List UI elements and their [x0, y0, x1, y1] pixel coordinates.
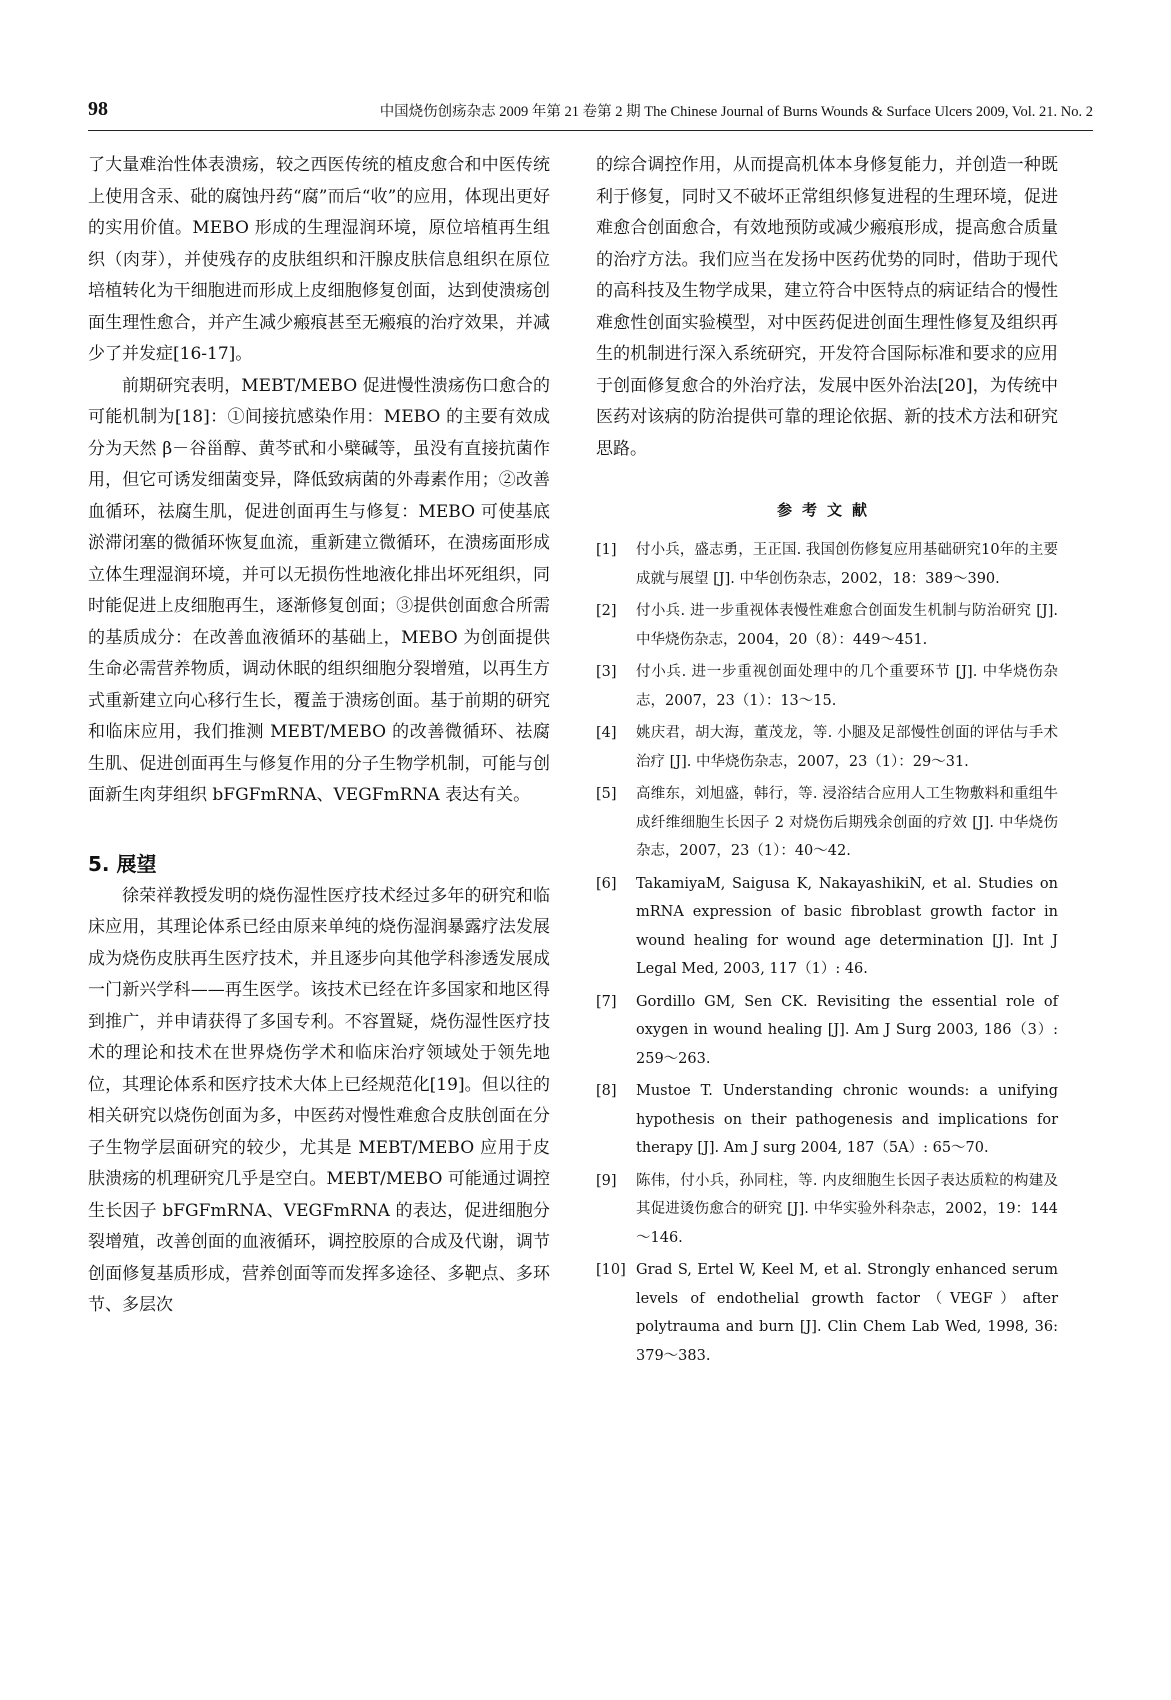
reference-item — [596, 780, 1058, 866]
reference-number: [8] — [596, 1083, 617, 1099]
reference-item — [596, 597, 1058, 654]
header-rule — [88, 130, 1093, 131]
reference-text: 陈伟，付小兵，孙同柱，等. 内皮细胞生长因子表达质粒的构建及其促进烫伤愈合的研究 [J]. 中华实验外科杂志，2002，19：144～146. — [636, 1172, 1058, 1246]
left-column — [88, 150, 550, 1322]
reference-text: 付小兵. 进一步重视创面处理中的几个重要环节 [J]. 中华烧伤杂志，2007，23（1）：13～15. — [636, 664, 1058, 709]
body-paragraph: 了大量难治性体表溃疡，较之西医传统的植皮愈合和中医传统上使用含汞、砒的腐蚀丹药“腐”而后“收”的应用，体现出更好的实用价值。MEBO 形成的生理湿润环境，原位培植再生组织（肉芽），并使残存的皮肤组织和汗腺皮肤信息组织在原位培植转化为干细胞进而形成上皮细胞修复创面，达到使溃疡创面生理性愈合，并产生减少瘢痕甚至无瘢痕的治疗效果，并减少了并发症[16-17]。 — [88, 155, 550, 364]
reference-number: [7] — [596, 993, 617, 1010]
reference-number: [9] — [596, 1172, 617, 1189]
reference-number: [10] — [596, 1262, 626, 1278]
body-paragraph: 徐荣祥教授发明的烧伤湿性医疗技术经过多年的研究和临床应用，其理论体系已经由原来单纯的烧伤湿润暴露疗法发展成为烧伤皮肤再生医疗技术，并且逐步向其他学科渗透发展成一门新兴学科——再生医学。该技术已经在许多国家和地区得到推广，并申请获得了多国专利。不容置疑，烧伤湿性医疗技术的理论和技术在世界烧伤学术和临床治疗领域处于领先地位，其理论体系和医疗技术大体上已经规范化[19]。但以往的相关研究以烧伤创面为多，中医药对慢性难愈合皮肤创面在分子生物学层面研究的较少，尤其是 MEBT/MEBO 应用于皮肤溃疡的机理研究几乎是空白。MEBT/MEBO 可能通过调控生长因子 bFGFmRNA、VEGFmRNA 的表达，促进细胞分裂增殖，改善创面的血液循环，调控胶原的合成及代谢，调节创面修复基质形成，营养创面等而发挥多途径、多靶点、多环节、多层次 — [88, 885, 550, 1315]
page-number: 98 — [88, 98, 108, 120]
running-title: 中国烧伤创疡杂志 2009 年第 21 卷第 2 期 The Chinese Journal of Burns Wounds & Surface Ulcers 2009, Vol. 21. No. 2 — [379, 104, 1093, 120]
body-paragraph: 的综合调控作用，从而提高机体本身修复能力，并创造一种既利于修复，同时又不破坏正常组织修复进程的生理环境，促进难愈合创面愈合，有效地预防或减少瘢痕形成，提高愈合质量的治疗方法。我们应当在发扬中医药优势的同时，借助于现代的高科技及生物学成果，建立符合中医特点的病证结合的慢性难愈性创面实验模型，对中医药促进创面生理性修复及组织再生的机制进行深入系统研究，开发符合国际标准和要求的应用于创面修复愈合的外治疗法，发展中医外治法[20]，为传统中医药对该病的防治提供可靠的理论依据、新的技术方法和研究思路。 — [596, 155, 1058, 459]
reference-text: Grad S, Ertel W, Keel M, et al. Strongly enhanced serum levels of endothelial growth factor（VEGF）after polytrauma and burn [J]. Clin Chem Lab Wed, 1998, 36: 379～383. — [636, 1262, 1058, 1364]
reference-item — [596, 536, 1058, 593]
reference-text: Mustoe T. Understanding chronic wounds: a unifying hypothesis on their pathogenesis and implications for therapy [J]. Am J surg 2004, 187（5A）: 65～70. — [636, 1083, 1058, 1156]
page-header — [88, 98, 1093, 126]
reference-item — [596, 1256, 1058, 1370]
reference-text: Gordillo GM, Sen CK. Revisiting the essential role of oxygen in wound healing [J]. Am J Surg 2003, 186（3）: 259～263. — [636, 993, 1058, 1067]
reference-text: 姚庆君，胡大海，董茂龙，等. 小腿及足部慢性创面的评估与手术治疗 [J]. 中华烧伤杂志，2007，23（1）：29～31. — [636, 725, 1058, 770]
reference-text: 付小兵. 进一步重视体表慢性难愈合创面发生机制与防治研究 [J]. 中华烧伤杂志，2004，20（8）：449～451. — [636, 603, 1058, 648]
reference-item — [596, 988, 1058, 1074]
reference-number: [1] — [596, 542, 617, 558]
reference-number: [3] — [596, 664, 617, 680]
reference-number: [4] — [596, 725, 617, 741]
reference-number: [2] — [596, 603, 617, 619]
reference-text: 高维东，刘旭盛，韩行，等. 浸浴结合应用人工生物敷料和重组牛成纤维细胞生长因子 2 对烧伤后期残余创面的疗效 [J]. 中华烧伤杂志，2007，23（1）：40～42. — [636, 786, 1058, 859]
reference-number: [6] — [596, 875, 617, 892]
reference-text: TakamiyaM, Saigusa K, NakayashikiN, et al. Studies on mRNA expression of basic fibroblast growth factor in wound healing for wound age determination [J]. Int J Legal Med, 2003, 117（1）: 46. — [636, 875, 1058, 977]
section-heading: 5. 展望 — [88, 851, 157, 876]
reference-item — [596, 1167, 1058, 1253]
body-paragraph: 前期研究表明，MEBT/MEBO 促进慢性溃疡伤口愈合的可能机制为[18]：①间接抗感染作用：MEBO 的主要有效成分为天然 β－谷甾醇、黄芩甙和小檗碱等，虽没有直接抗菌作用，但它可诱发细菌变异，降低致病菌的外毒素作用；②改善血循环，祛腐生肌，促进创面再生与修复：MEBO 可使基底淤滞闭塞的微循环恢复血流，重新建立微循环，在溃疡面形成立体生理湿润环境，并可以无损伤性地液化排出坏死组织，同时能促进上皮细胞再生，逐渐修复创面；③提供创面愈合所需的基质成分：在改善血液循环的基础上，MEBO 为创面提供生命必需营养物质，调动休眠的组织细胞分裂增殖，以再生方式重新建立向心移行生长，覆盖于溃疡创面。基于前期的研究和临床应用，我们推测 MEBT/MEBO 的改善微循环、祛腐生肌、促进创面再生与修复作用的分子生物学机制，可能与创面新生肉芽组织 bFGFmRNA、VEGFmRNA 表达有关。 — [88, 375, 550, 805]
references-title: 参考文献 — [776, 501, 877, 519]
reference-text: 付小兵，盛志勇，王正国. 我国创伤修复应用基础研究10年的主要成就与展望 [J]. 中华创伤杂志，2002，18：389～390. — [636, 542, 1058, 587]
reference-item — [596, 1077, 1058, 1163]
reference-item — [596, 658, 1058, 715]
reference-list — [596, 536, 1058, 1370]
reference-number: [5] — [596, 786, 617, 802]
reference-item — [596, 870, 1058, 984]
reference-item — [596, 719, 1058, 776]
right-column — [596, 150, 1058, 1374]
